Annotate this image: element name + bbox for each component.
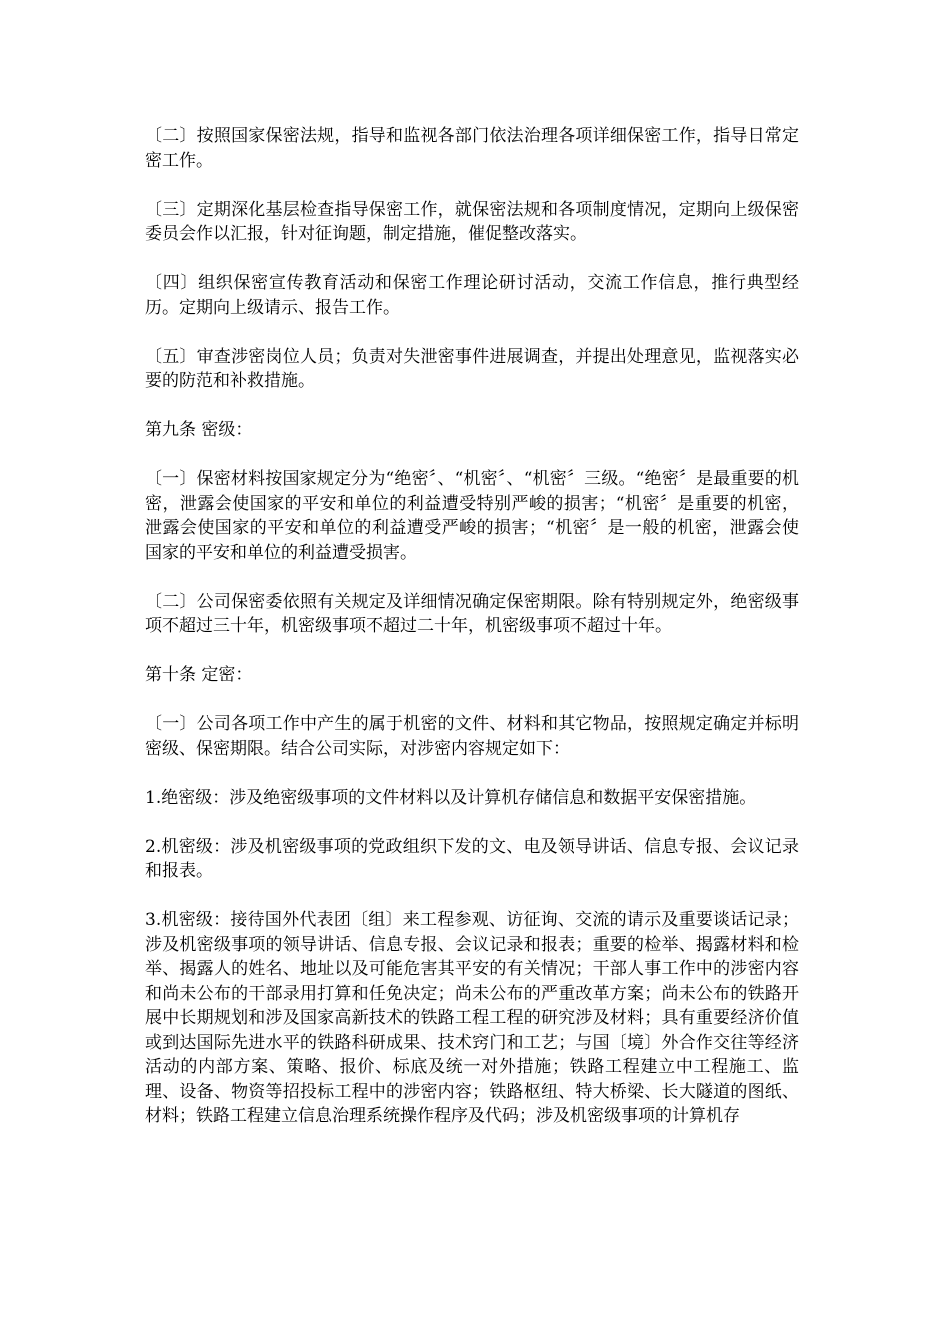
paragraph-3-inspection-report: 〔三〕定期深化基层检查指导保密工作，就保密法规和各项制度情况，定期向上级保密委员会作以汇报，针对征询题，制定措施，催促整改落实。: [145, 199, 799, 244]
article-9-clause-2-secrecy-period: 〔二〕公司保密委依照有关规定及详细情况确定保密期限。除有特别规定外，绝密级事项不超过三十年，机密级事项不超过二十年，机密级事项不超过十年。: [145, 591, 799, 636]
document-body: [145, 124, 799, 1129]
paragraph-5-personnel-review: 〔五〕审查涉密岗位人员；负责对失泄密事件进展调查，并提出处理意见，监视落实必要的防范和补救措施。: [145, 346, 799, 391]
item-1-top-secret: 1.绝密级：涉及绝密级事项的文件材料以及计算机存储信息和数据平安保密措施。: [145, 787, 757, 808]
item-3-secret-details: 3.机密级：接待国外代表团〔组〕来工程参观、访征询、交流的请示及重要谈话记录；涉及机密级事项的领导讲话、信息专报、会议记录和报表；重要的检举、揭露材料和检举、揭露人的姓名、地址以及可能危害其平安的有关情况；干部人事工作中的涉密内容和尚未公布的干部录用打算和任免决定；尚未公布的严重改革方案；尚未公布的铁路开展中长期规划和涉及国家高新技术的铁路工程工程的研究涉及材料；具有重要经济价值或到达国际先进水平的铁路科研成果、技术窍门和工艺；与国〔境〕外合作交往等经济活动的内部方案、策略、报价、标底及统一对外措施；铁路工程建立中工程施工、监理、设备、物资等招投标工程中的涉密内容；铁路枢纽、特大桥梁、长大隧道的图纸、材料；铁路工程建立信息治理系统操作程序及代码；涉及机密级事项的计算机存: [145, 910, 799, 1126]
article-10-heading: 第十条 定密：: [145, 665, 253, 685]
article-9-heading: 第九条 密级：: [145, 420, 253, 440]
paragraph-2-guide-supervise: 〔二〕按照国家保密法规，指导和监视各部门依法治理各项详细保密工作，指导日常定密工作。: [145, 126, 799, 171]
item-2-secret: 2.机密级：涉及机密级事项的党政组织下发的文、电及领导讲话、信息专报、会议记录和报表。: [145, 836, 799, 881]
article-9-clause-1-classification-levels: 〔一〕保密材料按国家规定分为“绝密〞、“机密〞、“机密〞三级。“绝密〞是最重要的机密，泄露会使国家的平安和单位的利益遭受特别严峻的损害；“机密〞是重要的机密，泄露会使国家的平安和单位的利益遭受严峻的损害；“机密〞是一般的机密，泄露会使国家的平安和单位的利益遭受损害。: [145, 469, 799, 563]
article-10-clause-1-classification-rules: 〔一〕公司各项工作中产生的属于机密的文件、材料和其它物品，按照规定确定并标明密级、保密期限。结合公司实际，对涉密内容规定如下：: [145, 714, 799, 759]
paragraph-4-education-activities: 〔四〕组织保密宣传教育活动和保密工作理论研讨活动，交流工作信息，推行典型经历。定期向上级请示、报告工作。: [145, 273, 799, 318]
